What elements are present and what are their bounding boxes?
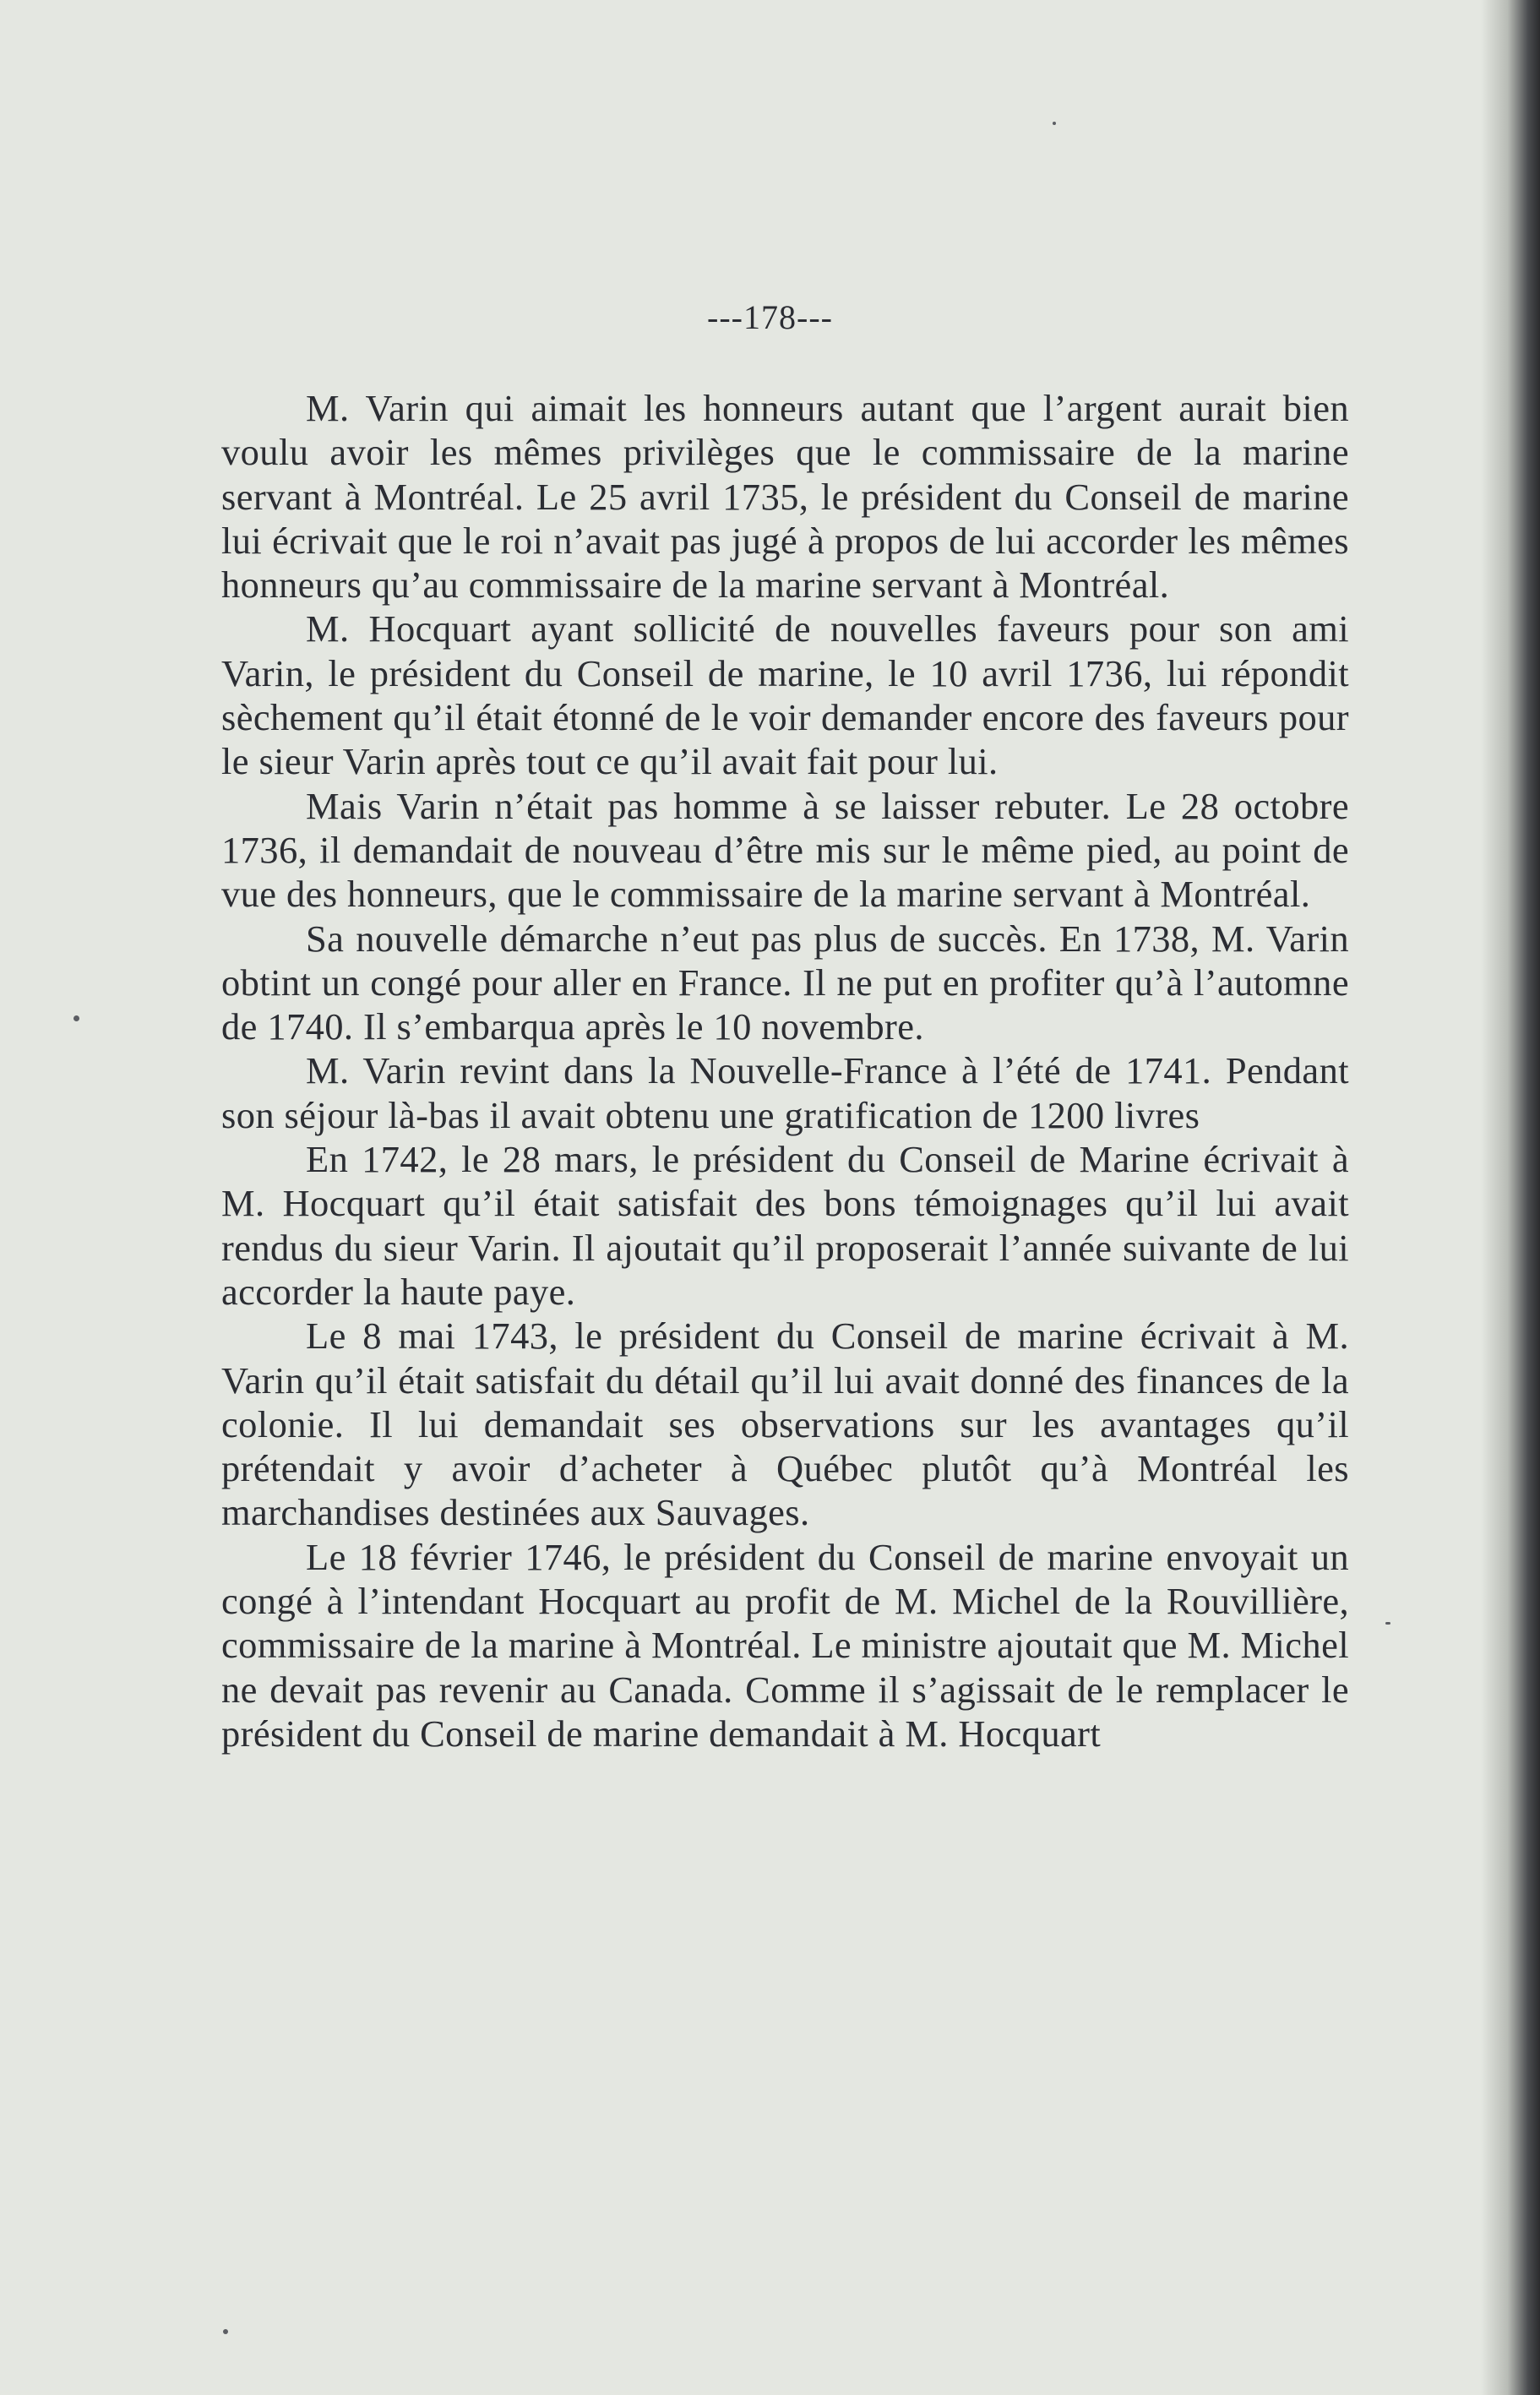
body-text — [221, 386, 1349, 1755]
paper-speck — [1385, 1622, 1390, 1625]
paragraph-5: M. Varin revint dans la Nouvelle-France à l’été de 1741. Pendant son séjour là-bas il avait obtenu une gratification de 1200 livres — [221, 1049, 1349, 1136]
paragraph-7: Le 8 mai 1743, le président du Conseil de marine écrivait à M. Varin qu’il était satisfait du détail qu’il lui avait donné des finances de la colonie. Il lui demandait ses observations sur les avantages qu’il prétendait y avoir d’acheter à Québec plutôt qu’à Montréal les marchandises destinées aux Sauvages. — [221, 1315, 1349, 1534]
paper-speck — [223, 2329, 228, 2334]
page-number: ---178--- — [707, 298, 833, 336]
page-edge-shadow — [1481, 0, 1540, 2395]
paragraph-8: Le 18 février 1746, le président du Conseil de marine envoyait un congé à l’intendant Hocquart au profit de M. Michel de la Rouvillière, commissaire de la marine à Montréal. Le ministre ajoutait que M. Michel ne devait pas revenir au Canada. Comme il s’agissait de le remplacer le président du Conseil de marine demandait à M. Hocquart — [221, 1535, 1349, 1755]
paragraph-6: En 1742, le 28 mars, le président du Conseil de Marine écrivait à M. Hocquart qu’il était satisfait des bons témoignages qu’il lui avait rendus du sieur Varin. Il ajoutait qu’il proposerait l’année suivante de lui accorder la haute paye. — [221, 1138, 1349, 1313]
paragraph-4: Sa nouvelle démarche n’eut pas plus de succès. En 1738, M. Varin obtint un congé pour aller en France. Il ne put en profiter qu’à l’automne de 1740. Il s’embarqua après le 10 novembre. — [221, 917, 1349, 1048]
paragraph-1: M. Varin qui aimait les honneurs autant que l’argent aurait bien voulu avoir les mêmes privilèges que le commissaire de la marine servant à Montréal. Le 25 avril 1735, le président du Conseil de marine lui écrivait que le roi n’avait pas jugé à propos de lui accorder les mêmes honneurs qu’au commissaire de la marine servant à Montréal. — [221, 387, 1349, 607]
paper-speck — [73, 1015, 79, 1021]
paragraph-2: M. Hocquart ayant sollicité de nouvelles faveurs pour son ami Varin, le président du Conseil de marine, le 10 avril 1736, lui répondit sèchement qu’il était étonné de le voir demander encore des faveurs pour le sieur Varin après tout ce qu’il avait fait pour lui. — [221, 607, 1349, 783]
paragraph-3: Mais Varin n’était pas homme à se laisser rebuter. Le 28 octobre 1736, il demandait de nouveau d’être mis sur le même pied, au point de vue des honneurs, que le commissaire de la marine servant à Montréal. — [221, 784, 1349, 916]
paper-speck — [1053, 122, 1056, 125]
